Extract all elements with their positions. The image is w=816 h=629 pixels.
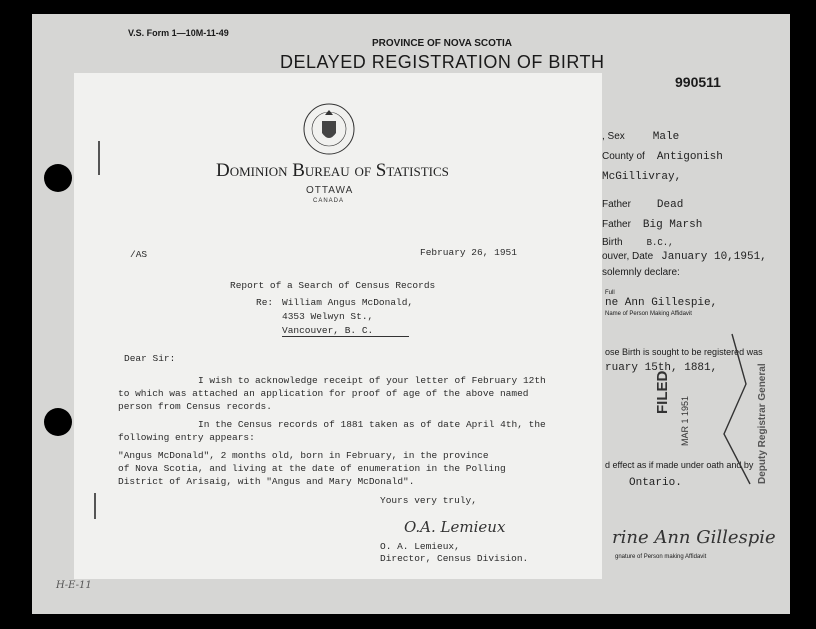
punch-hole-top — [44, 164, 72, 192]
date-value: January 10,1951, — [661, 251, 767, 263]
letter-country: CANADA — [313, 198, 345, 204]
form-number: V.S. Form 1—10M-11-49 — [128, 28, 229, 38]
father-residence-label: Father — [602, 219, 631, 230]
row-father-residence — [602, 214, 702, 232]
row-declare — [602, 262, 680, 280]
date-label: ouver, Date — [602, 251, 654, 262]
re-line-2: 4353 Welwyn St., — [282, 311, 374, 322]
sex-value: Male — [652, 131, 680, 143]
reference-code: /AS — [130, 249, 148, 260]
effect-text: d effect as if made under oath and by — [605, 460, 754, 470]
letter-date: February 26, 1951 — [420, 247, 517, 258]
birth-value: B.C., — [646, 238, 674, 248]
affiant-name: ne Ann Gillespie, — [605, 297, 718, 309]
para3-line-3: District of Arisaig, with "Angus and Mary McDonald". — [118, 476, 415, 487]
filed-stamp-marks — [702, 324, 762, 504]
scribble-mark — [724, 334, 750, 484]
birth-sought-text: ose Birth is sought to be registered was — [605, 347, 763, 357]
county-value: Antigonish — [656, 151, 723, 163]
county-label: County of — [602, 151, 645, 162]
closing: Yours very truly, — [380, 495, 477, 506]
province-sworn: Ontario. — [629, 477, 682, 489]
filed-date: MAR 1 1951 — [680, 395, 690, 446]
signer-title: Director, Census Division. — [380, 553, 529, 564]
affiant-full-label: Full — [605, 290, 615, 296]
margin-note: H-E-11 — [56, 580, 92, 591]
signer-name: O. A. Lemieux, — [380, 541, 460, 552]
re-line-1: William Angus McDonald, — [282, 297, 414, 308]
row-surname — [602, 166, 681, 184]
re-line-3: Vancouver, B. C. — [282, 325, 409, 337]
census-letter — [74, 73, 602, 579]
para2-line-2: following entry appears: — [118, 432, 255, 443]
re-label: Re: — [256, 297, 274, 308]
row-county — [602, 146, 723, 164]
para1-line-3: person from Census records. — [118, 401, 272, 412]
birth-date: ruary 15th, 1881, — [605, 362, 718, 374]
signer-signature: O.A. Lemieux — [404, 518, 506, 536]
deputy-registrar: Deputy Registrar General — [757, 363, 768, 484]
crest-icon — [302, 101, 356, 157]
registration-number: 990511 — [675, 74, 721, 90]
filed-stamp-text: FILED — [654, 370, 671, 414]
affiant-signature: rine Ann Gillespie — [612, 527, 776, 548]
declare-label: solemnly declare: — [602, 267, 680, 278]
para1-line-1: I wish to acknowledge receipt of your letter of February 12th — [198, 375, 546, 386]
signature-caption: gnature of Person making Affidavit — [615, 554, 707, 560]
affiant-caption: Name of Person Making Affidavit — [605, 311, 692, 317]
surname-value: McGillivray, — [602, 171, 682, 183]
sex-label: , Sex — [602, 131, 625, 142]
filed-stamp — [702, 324, 762, 504]
father-status-value: Dead — [656, 199, 684, 211]
staple-mark-bottom — [94, 493, 96, 519]
para1-line-2: to which was attached an application for proof of age of the above named — [118, 388, 529, 399]
salutation: Dear Sir: — [124, 353, 176, 364]
organization-name: Dominion Bureau of Statistics — [216, 160, 449, 181]
row-sex — [602, 126, 679, 144]
letter-subject: Report of a Search of Census Records — [230, 280, 436, 291]
para3-line-2: of Nova Scotia, and living at the date of enumeration in the Polling — [118, 463, 506, 474]
birth-label: Birth — [602, 237, 623, 248]
para2-line-1: In the Census records of 1881 taken as of date April 4th, the — [198, 419, 546, 430]
punch-hole-bottom — [44, 408, 72, 436]
father-label: Father — [602, 199, 631, 210]
father-residence-value: Big Marsh — [642, 219, 703, 231]
para3-line-1: "Angus McDonald", 2 months old, born in February, in the province — [118, 450, 489, 461]
province-heading: PROVINCE OF NOVA SCOTIA — [372, 38, 513, 49]
staple-mark-top — [98, 141, 100, 175]
row-father-status — [602, 194, 683, 212]
crest-emblem — [302, 101, 356, 157]
form-title: DELAYED REGISTRATION OF BIRTH — [280, 52, 605, 72]
letter-city: OTTAWA — [306, 185, 354, 196]
